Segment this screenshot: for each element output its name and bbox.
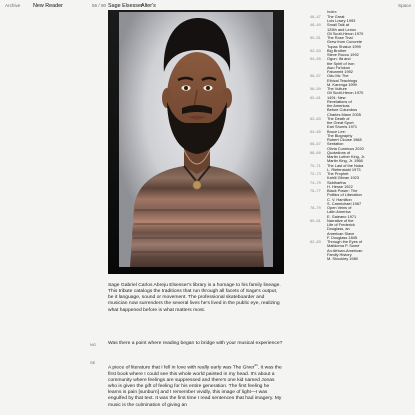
- index-item-line: Family History: [327, 251, 352, 257]
- index-item-line: The Biography: [327, 132, 353, 138]
- index-item-line: 1491: New: [327, 94, 346, 100]
- index-item-line: Malidoma P. Somé: [327, 243, 360, 249]
- index-item[interactable]: [310, 117, 390, 130]
- index-item-line: E. Galeano 1971: [327, 213, 357, 219]
- index-page-range: 52–53: [310, 47, 321, 53]
- index-item[interactable]: [310, 130, 390, 143]
- index-item-line: Steve Rocco 1992: [327, 52, 359, 57]
- index-item-line: The Death of: [327, 115, 350, 121]
- index-item-line: C. V. Hamilton: [327, 196, 352, 202]
- index-item-line: Gil Scott-Heron 1970: [327, 90, 364, 96]
- index-page-range: 74–75: [310, 179, 321, 185]
- index-page-range: 78–79: [310, 205, 321, 210]
- answer-text-after: . It was the first book where I could see this whole world painted in my head. It's about a community where feelings are suppressed and there's one kid named Jonas who is given the gift of feeling for his entire generation. The first feeling he learns is pain [sunburn] and I remember vividly, this image of light—I was engulfed by that text. It was the first time I read sentences that had imagery. My music is the culmination of giving an: [108, 365, 282, 408]
- index-item-line: Martin Luther King, Jr.: [327, 154, 366, 159]
- index-item-line: H. Hesse 1922: [327, 183, 353, 189]
- index-item-line: Tupac Shakur 1999: [327, 43, 361, 49]
- index-item-line: Douglass, an: [327, 226, 350, 232]
- index-item[interactable]: [310, 96, 390, 117]
- index-item-line: M. Shockley 1980: [327, 256, 358, 261]
- index-item-line: Small Talk at: [327, 22, 349, 28]
- index-item-line: Olivia Cuneicus 2020: [327, 145, 364, 151]
- index-item-line: Sentation: [327, 141, 344, 147]
- index-item-line: Awo Fa'lokun: [327, 64, 351, 70]
- index-item-line: Life of Frederick: [327, 222, 355, 227]
- page-counter: 56 / 90: [92, 3, 107, 8]
- index-item-line: Quotations of: [327, 149, 351, 155]
- index-item-line: The Prophet: [327, 171, 349, 176]
- index-item[interactable]: [310, 151, 390, 164]
- index-item[interactable]: [310, 57, 390, 74]
- index-item-line: Earl Shorris 1971: [327, 124, 358, 130]
- index-item[interactable]: [310, 240, 390, 261]
- footnote-marker[interactable]: 01: [254, 363, 258, 367]
- interview-question: Was there a point where reading began to bridge with your musical experience?: [108, 341, 283, 346]
- index-item-line: Charles Mann 2005: [327, 111, 361, 117]
- index-item-line: Odu Ifá: The: [327, 73, 349, 79]
- index-page-range: 56–57: [310, 73, 321, 79]
- book-index: [310, 10, 390, 261]
- index-page-range: 68–69: [310, 149, 321, 155]
- index-item-line: the Great Sport: [327, 120, 354, 125]
- index-item-line: Martin King, Jr. 1968: [327, 158, 363, 164]
- index-item-line: Ethical Teachings: [327, 77, 358, 83]
- index-item[interactable]: [310, 142, 390, 151]
- index-list: [310, 15, 390, 262]
- index-item[interactable]: [310, 206, 390, 219]
- index-page-range: 58–59: [310, 86, 321, 91]
- index-item-line: The Great: [327, 13, 345, 19]
- index-item-line: An African-American: [327, 247, 363, 253]
- index-page-range: 64–65: [310, 128, 321, 134]
- nav-archive-link[interactable]: Archive: [5, 3, 21, 8]
- index-item[interactable]: [310, 189, 390, 206]
- index-item-line: Fatunmbi 1992: [327, 69, 353, 74]
- index-item-line: Open Veins of: [327, 205, 352, 210]
- index-page-range: 54–55: [310, 56, 321, 62]
- index-item-line: Big Brother: [327, 47, 347, 53]
- index-item-line: The Vulture: [327, 86, 347, 91]
- question-speaker-label: NG: [90, 342, 96, 347]
- index-page-range: 72–73: [310, 171, 321, 176]
- portrait-photo: [108, 10, 284, 274]
- index-item-line: Politics of Liberation: [327, 192, 362, 198]
- index-page-range: 46–47: [310, 13, 321, 19]
- index-page-range: 48–49: [310, 22, 321, 28]
- index-item[interactable]: [310, 219, 390, 240]
- index-item-line: Before Columbus: [327, 107, 358, 113]
- index-item[interactable]: [310, 164, 390, 173]
- index-item-line: L. Riefenstahl 1973: [327, 166, 361, 172]
- index-item[interactable]: [310, 74, 390, 87]
- nav-space-link[interactable]: Space: [398, 3, 412, 8]
- index-item-line: The Last of the Nuba: [327, 162, 364, 168]
- index-page-range: 66–67: [310, 141, 321, 147]
- index-page-range: 82–83: [310, 239, 321, 244]
- index-item-line: Kahlil Gibran 1923: [327, 175, 360, 181]
- index-item-line: F. Douglass 1845: [327, 234, 358, 240]
- index-item-line: the Spirit of Iron: [327, 60, 355, 66]
- index-item-line: Bruce Lee:: [327, 128, 346, 134]
- answer-text-before: A piece of literature that I fell in love with really early was The Giver: [108, 365, 255, 371]
- index-item-line: Through the Eyes of: [327, 239, 363, 244]
- index-item-line: M. Karenga 1999: [327, 81, 357, 87]
- index-page-range: 80–81: [310, 217, 321, 223]
- intro-paragraph: Sage Gabriel Carlos Abreju Elsesser's library is a homage to his family lineage. This tribute catalogs the traditions that run through all facets of Sage's output, be it language, sound or movement. The professional skateboarder and musician now surrenders the several lives he's lived in the public eye, realizing what happened before is what matters most.: [108, 283, 281, 313]
- index-item-line: Gil Scott-Heron 1970: [327, 30, 364, 36]
- index-item-line: American Slave: [327, 230, 355, 236]
- index-item-line: 125th and Lenox: [327, 26, 356, 32]
- index-item-line: Grew from Concrete: [327, 39, 363, 45]
- index-item-line: S. Carmichael 1967: [327, 200, 362, 206]
- index-page-range: 50–51: [310, 35, 321, 40]
- nav-new-reader-link[interactable]: New Reader: [33, 2, 63, 9]
- index-item[interactable]: [310, 87, 390, 96]
- index-page-range: 70–71: [310, 162, 321, 168]
- nav-section-link[interactable]: Alter's: [141, 2, 156, 9]
- index-item[interactable]: [310, 172, 390, 181]
- index-item-line: Lois Lowry 1993: [327, 18, 356, 23]
- index-item[interactable]: [310, 36, 390, 49]
- index-page-range: 60–61: [310, 94, 321, 100]
- index-item-line: Siddhartha: [327, 179, 346, 185]
- index-item-line: Black Power: The: [327, 188, 358, 193]
- index-item-line: the Americas: [327, 103, 350, 108]
- answer-speaker-label: SE: [90, 360, 96, 365]
- index-item-line: Narrative of the: [327, 217, 354, 223]
- index-item-line: Revelations of: [327, 98, 352, 104]
- index-item-line: Robert Clouse 1988: [327, 137, 362, 142]
- index-item-line: Latin America: [327, 209, 351, 215]
- nav-person-name: Sage Elsesser: [108, 2, 143, 9]
- index-item-line: Ogun: Ifá and: [327, 56, 351, 62]
- interview-answer: [108, 365, 284, 409]
- index-page-range: 62–63: [310, 115, 321, 121]
- index-item[interactable]: [310, 15, 390, 24]
- index-item-line: The Rose That: [327, 35, 353, 40]
- index-header: Index: [327, 9, 337, 14]
- index-page-range: 76–77: [310, 188, 321, 193]
